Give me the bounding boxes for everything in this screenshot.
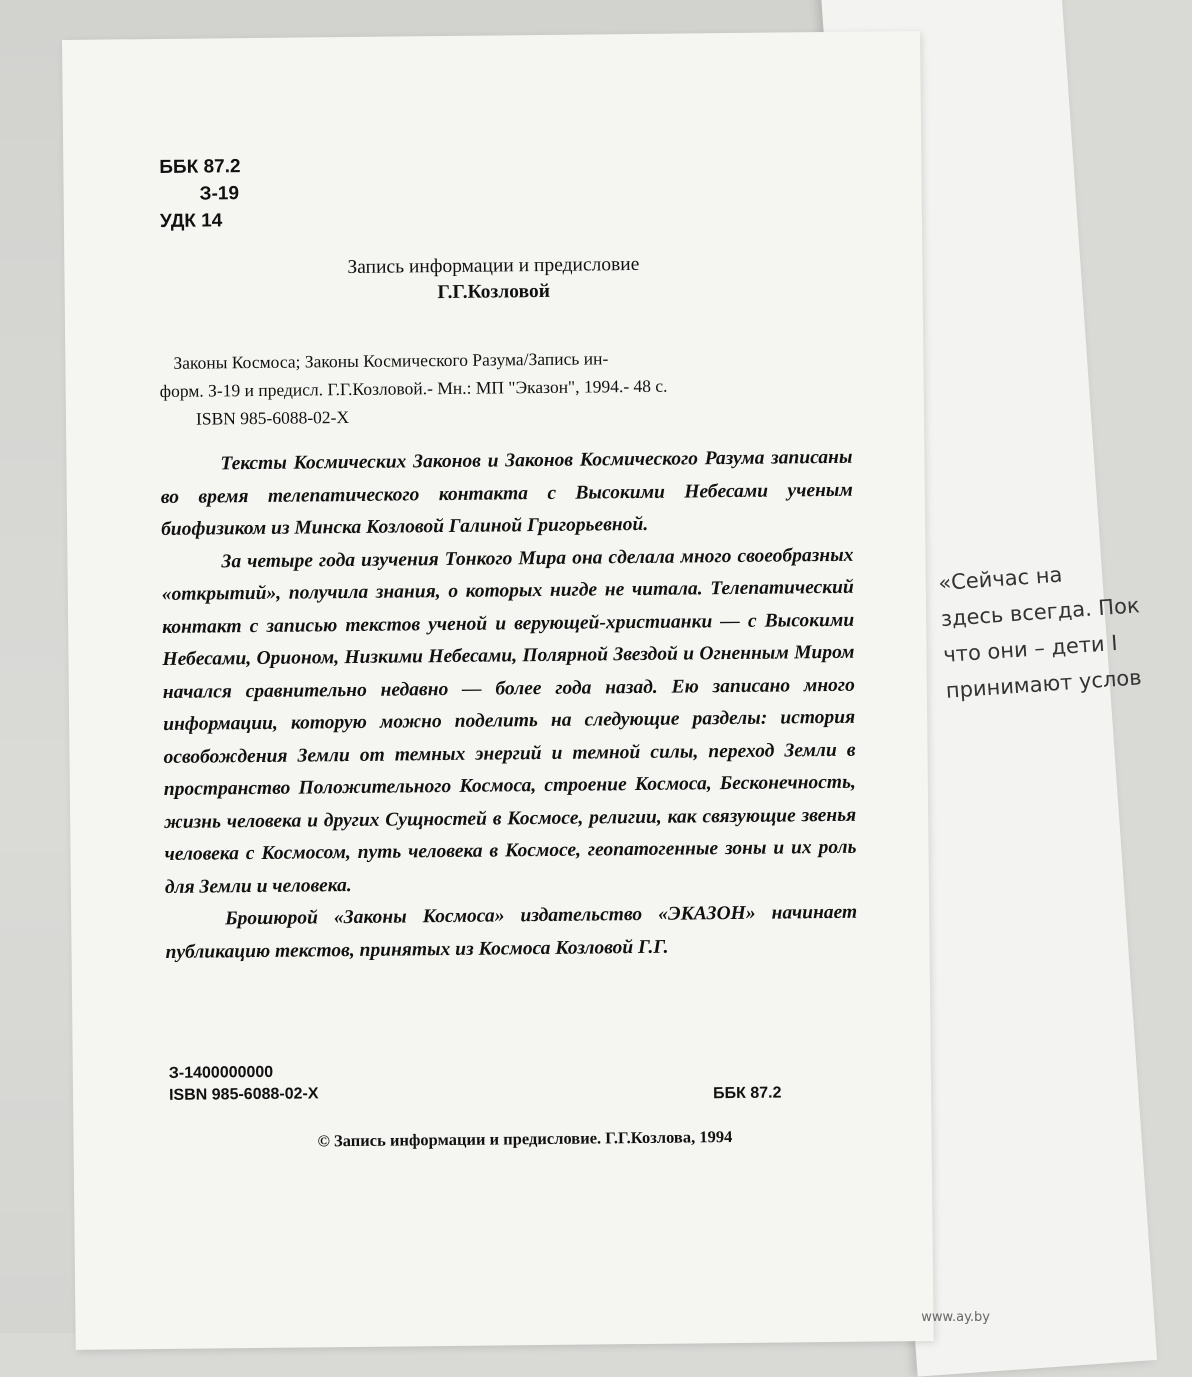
facing-page-line: здесь всегда. Пок (940, 593, 1141, 632)
footer-code: З-1400000000 (168, 1063, 274, 1082)
credits-author: Г.Г.Козловой (437, 280, 551, 304)
facing-page-line: принимают услов (945, 665, 1143, 703)
facing-page-line: «Сейчас на (937, 562, 1064, 596)
copyright: © Запись информации и предисловие. Г.Г.Козлова, 1994 (317, 1127, 733, 1151)
annotation-paragraph: Тексты Космических Законов и Законов Космического Разума записаны во время телепатического контакта с Высокими Небесами ученым биофизиком из Минска Козловой Галиной Григорьевной. (160, 446, 853, 540)
isbn-top: ISBN 985-6088-02-X (195, 407, 350, 429)
watermark: www.ay.by (921, 1310, 990, 1325)
credits-line: Запись информации и предисловие (347, 253, 640, 279)
bibliographic-line-1: Законы Космоса; Законы Космического Разума/Запись ин- (173, 348, 609, 373)
footer-isbn: ISBN 985-6088-02-X (168, 1085, 319, 1104)
udk-index: УДК 14 (159, 210, 223, 232)
footer-bbk: ББК 87.2 (712, 1084, 782, 1103)
annotation (160, 442, 857, 969)
annotation-paragraph: За четыре года изучения Тонкого Мира она сделала много своеобразных «открытий», получила знания, о которых нигде не читала. Телепатический контакт с записью текстов ученой и верующей-христианки — с Высокими Небесами, Орионом, Низкими Небесами, Полярной Звездой и Огненным Миром начался сравнительно недавно — более года назад. Ею записано много информации, которую можно поделить на следующие разделы: история освобождения Земли от темных энергий и темной силы, переход Земли в пространство Положительного Космоса, строение Космоса, Бесконечность, жизнь человека и других Сущностей в Космосе, религии, как связующие звенья человека с Космосом, путь человека в Космосе, геопатогенные зоны и их роль для Земли и человека. (161, 544, 857, 898)
bbk-index: ББК 87.2 (159, 156, 241, 178)
book-page (62, 31, 934, 1350)
facing-page-text (937, 551, 1146, 709)
author-code: З-19 (199, 183, 240, 205)
facing-page-line: что они – дети I (942, 630, 1119, 668)
annotation-paragraph: Брошюрой «Законы Космоса» издательство «ЭКАЗОН» начинает публикацию текстов, принятых из Космоса Козловой Г.Г. (165, 901, 858, 963)
bibliographic-line-2: форм. З-19 и предисл. Г.Г.Козловой.- Мн.: МП "Эказон", 1994.- 48 с. (159, 375, 668, 401)
